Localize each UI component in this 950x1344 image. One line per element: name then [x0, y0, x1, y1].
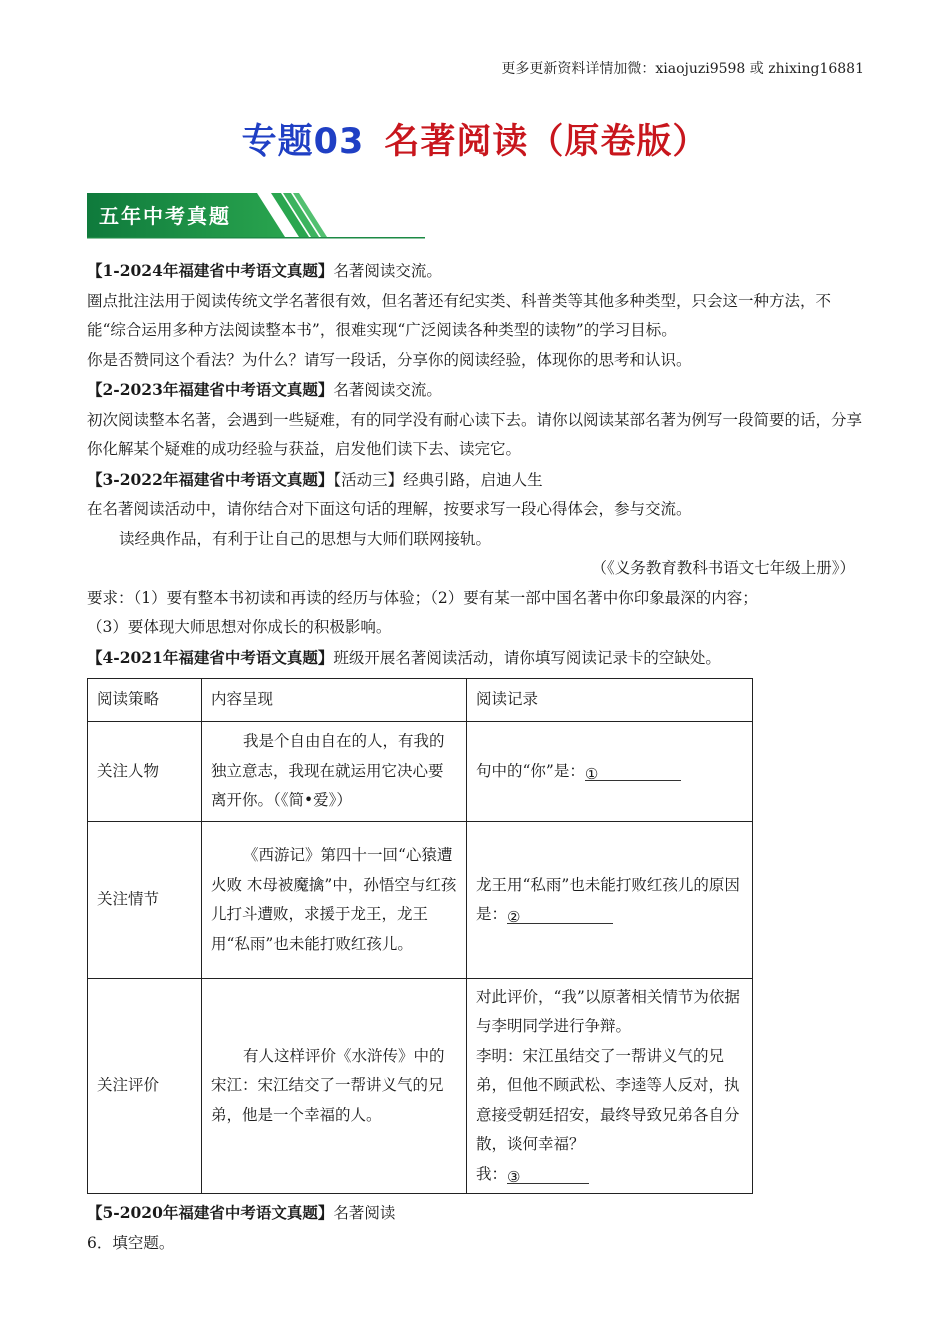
- header-record: 阅读记录: [467, 679, 753, 722]
- row-strategy: 关注人物: [88, 722, 202, 822]
- row-record: [467, 979, 753, 1194]
- header-note: 更多更新资料详情加微：xiaojuzi9598 或 zhixing16881: [501, 61, 864, 77]
- title-part2: 名著阅读（原卷版）: [384, 122, 709, 162]
- q3-requirement: 要求：（1）要有整本书初读和再读的经历与体验；（2）要有某一部中国名著中你印象最深的内容；: [87, 588, 758, 607]
- record-text: 龙王用“私雨”也未能打败红孩儿的原因是：: [476, 875, 740, 923]
- q2-topic: 名著阅读交流。: [333, 381, 442, 399]
- q5-source: 【5-2020年福建省中考语文真题】: [87, 1203, 334, 1222]
- question-content: [87, 256, 867, 1258]
- record-me: [476, 1160, 743, 1190]
- banner-label: 五年中考真题: [99, 204, 231, 228]
- row-content: 我是个自由自在的人，有我的独立意志，我现在就运用它决心要离开你。（《简•爱》）: [202, 722, 467, 822]
- q1-heading: [87, 256, 867, 287]
- row-record: [467, 722, 753, 822]
- q1-topic: 名著阅读交流。: [333, 262, 442, 280]
- answer-blank-1[interactable]: [585, 760, 681, 781]
- q3-source: 【3-2022年福建省中考语文真题】: [87, 469, 334, 489]
- answer-blank-3[interactable]: [507, 1163, 589, 1184]
- row-record: [467, 822, 753, 979]
- header-strategy: 阅读策略: [88, 679, 202, 722]
- record-intro: 对此评价，“我”以原著相关情节为依据与李明同学进行争辩。: [476, 987, 740, 1036]
- row-content: 有人这样评价《水浒传》中的宋江：宋江结交了一帮讲义气的兄弟，他是一个幸福的人。: [202, 979, 467, 1194]
- blank-marker: ③: [507, 1167, 521, 1186]
- page-title: [0, 114, 950, 164]
- q3-heading: [87, 465, 867, 496]
- table-row: [88, 722, 753, 822]
- q4-source: 【4-2021年福建省中考语文真题】: [87, 647, 334, 667]
- q2-source: 【2-2023年福建省中考语文真题】: [87, 380, 334, 399]
- row-strategy: 关注评价: [88, 979, 202, 1194]
- q2-heading: [87, 375, 867, 406]
- answer-blank-2[interactable]: [507, 903, 613, 924]
- table-row: [88, 822, 753, 979]
- record-liming: 李明：宋江虽结交了一帮讲义气的兄弟，但他不顾武松、李逵等人反对，执意接受朝廷招安，最终导致兄弟各自分散，谈何幸福？: [476, 1046, 740, 1154]
- row-strategy: 关注情节: [88, 822, 202, 979]
- q5-sub: 6．填空题。: [87, 1233, 175, 1252]
- blank-marker: ②: [507, 908, 521, 926]
- row-content: 《西游记》第四十一回“心猿遭火败 木母被魔擒”中，孙悟空与红孩儿打斗遭败，求援于龙王，龙王用“私雨”也未能打败红孩儿。: [202, 822, 467, 979]
- table-header-row: [88, 679, 753, 722]
- q3-topic: 【活动三】经典引路，启迪人生: [333, 470, 543, 489]
- q1-source: 【1-2024年福建省中考语文真题】: [87, 261, 334, 280]
- blank-marker: ①: [584, 764, 599, 783]
- q4-topic: 班级开展名著阅读活动，请你填写阅读记录卡的空缺处。: [333, 648, 721, 667]
- table-row: [88, 979, 753, 1194]
- q1-line: 圈点批注法用于阅读传统文学名著很有效，但名著还有纪实类、科普类等其他多种类型，只会这一种方法，不能“综合运用多种方法阅读整本书”，很难实现“广泛阅读各种类型的读物”的学习目标。: [87, 291, 832, 339]
- q2-line: 初次阅读整本名著，会遇到一些疑难，有的同学没有耐心读下去。请你以阅读某部名著为例写一段简要的话，分享你化解某个疑难的成功经验与获益，启发他们读下去、读完它。: [87, 410, 863, 458]
- q5-topic: 名著阅读: [333, 1204, 396, 1222]
- q4-heading: [87, 643, 867, 674]
- q3-requirement: （3）要体现大师思想对你成长的积极影响。: [87, 618, 392, 636]
- q5-heading: [87, 1198, 867, 1229]
- q3-cite: （《义务教育教科书语文七年级上册》）: [591, 559, 855, 577]
- record-text: 句中的“你”是：: [476, 761, 585, 780]
- header-content: 内容呈现: [202, 679, 467, 722]
- q3-line: 在名著阅读活动中，请你结合对下面这句话的理解，按要求写一段心得体会，参与交流。: [87, 500, 692, 518]
- title-part1: 专题03: [241, 122, 365, 162]
- q3-quote: 读经典作品，有利于让自己的思想与大师们联网接轨。: [119, 529, 492, 548]
- section-banner: [87, 193, 427, 239]
- q1-line: 你是否赞同这个看法？为什么？请写一段话，分享你的阅读经验，体现你的思考和认识。: [87, 350, 692, 369]
- record-text: 我：: [476, 1164, 508, 1183]
- reading-record-table: [87, 678, 753, 1194]
